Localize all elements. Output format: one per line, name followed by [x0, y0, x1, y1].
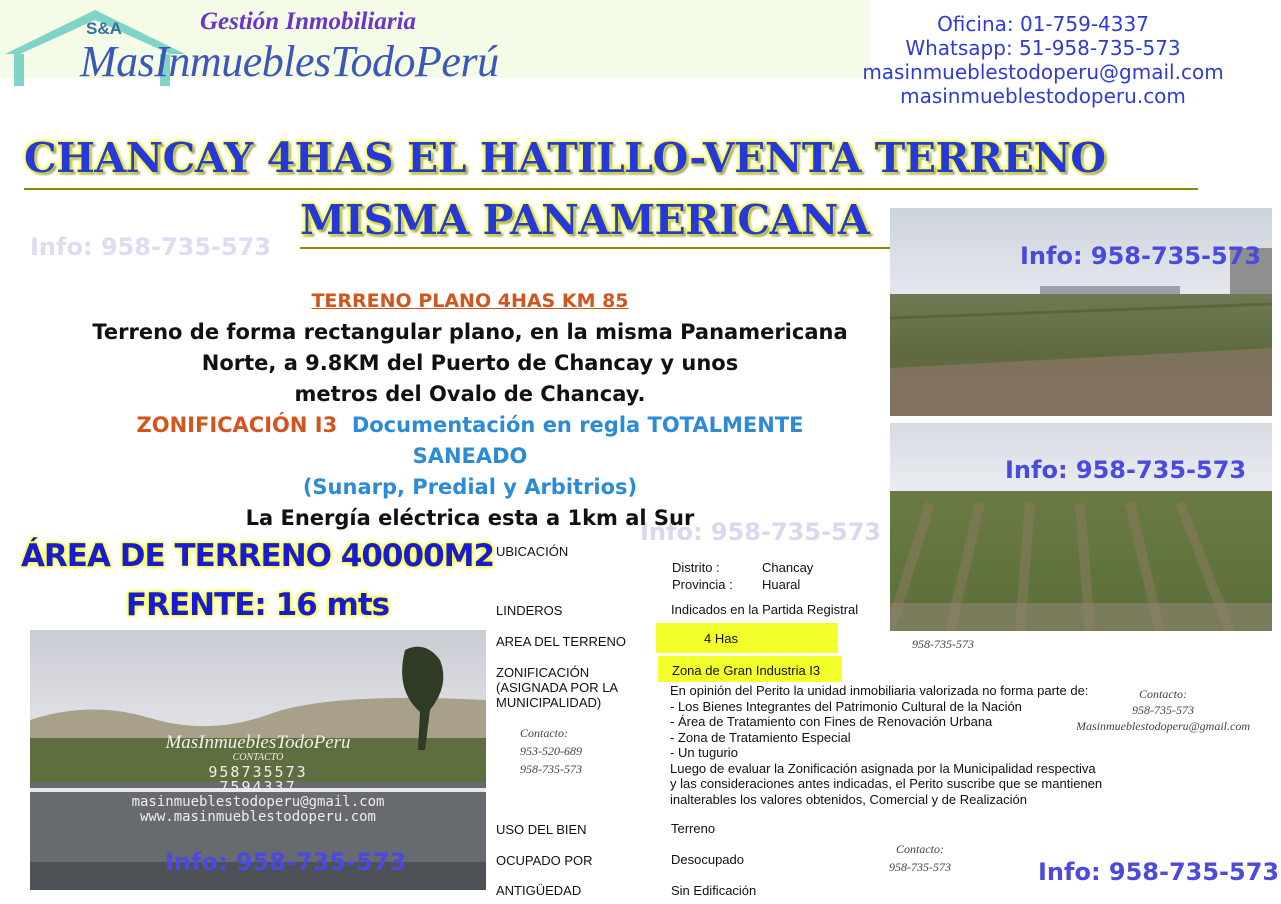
- watermark: Info: 958-735-573: [30, 233, 272, 261]
- front-text: FRENTE: 16 mts: [125, 587, 390, 623]
- value-distrito: Chancay: [762, 560, 814, 575]
- contact-office: Oficina: 01-759-4337: [937, 12, 1149, 36]
- title-line-1: CHANCAY 4HAS EL HATILLO-VENTA TERRENO: [24, 134, 1106, 182]
- contact-note-bottom: [880, 840, 960, 876]
- label-provincia: Provincia :: [672, 577, 733, 592]
- value-linderos: Indicados en la Partida Registral: [671, 602, 859, 617]
- title-divider: [24, 188, 1198, 190]
- opinion-line: - Los Bienes Integrantes del Patrimonio Cultural de la Nación: [670, 698, 1022, 714]
- zoning-docs-line: [90, 410, 850, 472]
- description-line: Norte, a 9.8KM del Puerto de Chancay y unos: [201, 351, 739, 375]
- brand-name: MasInmueblesTodoPerú: [80, 37, 499, 86]
- brand-prefix: S&A: [86, 19, 122, 38]
- photo-caption-phone: 958-735-573: [912, 637, 974, 651]
- description-heading: TERRENO PLANO 4HAS KM 85: [311, 290, 629, 312]
- label-zonificacion-2: (ASIGNADA POR LA: [496, 680, 619, 695]
- opinion-line: Luego de evaluar la Zonificación asignada por la Municipalidad respectiva: [670, 760, 1096, 776]
- area-text: ÁREA DE TERRENO 40000M2: [20, 538, 495, 574]
- opinion-text: [670, 683, 1102, 807]
- watermark: Info: 958-735-573: [1005, 456, 1247, 484]
- description: [90, 286, 850, 534]
- land-photo-1: [890, 208, 1272, 416]
- watermark: Info: 958-735-573: [1038, 858, 1280, 886]
- overlay-phone-2: 7594337: [219, 778, 297, 796]
- brand-subtitle: Gestión Inmobiliaria: [200, 8, 417, 35]
- value-zonificacion: Zona de Gran Industria I3: [658, 656, 842, 682]
- contact-note-phone: 958-735-573: [520, 762, 582, 776]
- energy-line: La Energía eléctrica esta a 1km al Sur: [245, 506, 695, 530]
- value-ocupado: Desocupado: [671, 852, 744, 867]
- label-ocupado: OCUPADO POR: [496, 853, 593, 868]
- zoning-label: ZONIFICACIÓN I3: [136, 413, 338, 437]
- description-line: metros del Ovalo de Chancay.: [294, 382, 646, 406]
- overlay-web: www.masinmueblestodoperu.com: [139, 809, 376, 825]
- label-antiguedad: ANTIGÜEDAD: [496, 883, 582, 898]
- label-area: AREA DEL TERRENO: [496, 634, 627, 649]
- docs-subtitle: (Sunarp, Predial y Arbitrios): [302, 475, 638, 499]
- label-zonificacion-1: ZONIFICACIÓN: [496, 665, 590, 680]
- label-ubicacion: UBICACIÓN: [496, 544, 569, 559]
- overlay-phone-1: 958735573: [208, 763, 308, 781]
- opinion-line: En opinión del Perito la unidad inmobiliaria valorizada no forma parte de:: [670, 683, 1089, 698]
- contact-note-right: [1058, 686, 1268, 734]
- overlay-email: masinmueblestodoperu@gmail.com: [131, 794, 385, 810]
- contact-note-email: Masinmueblestodoperu@gmail.com: [1075, 719, 1251, 733]
- label-distrito: Distrito :: [672, 560, 720, 575]
- value-uso: Terreno: [671, 821, 716, 836]
- contact-note-phone: 953-520-689: [520, 744, 582, 758]
- title-line-2: MISMA PANAMERICANA: [300, 196, 870, 244]
- contact-note-left: [520, 724, 582, 778]
- watermark: Info: 958-735-573: [165, 848, 407, 876]
- contact-website[interactable]: masinmueblestodoperu.com: [900, 84, 1186, 108]
- opinion-line: - Un tugurio: [670, 745, 738, 760]
- value-antiguedad: Sin Edificación: [671, 883, 757, 898]
- label-zonificacion: [496, 665, 618, 710]
- contact-note-label: Contacto:: [520, 726, 568, 740]
- watermark: Info: 958-735-573: [640, 518, 882, 546]
- contact-note-label: Contacto:: [1139, 687, 1187, 701]
- contact-block: [833, 12, 1253, 108]
- land-photo-2: [890, 423, 1272, 631]
- label-uso: USO DEL BIEN: [496, 822, 587, 837]
- docs-label: Documentación en regla TOTALMENTE SANEADO: [351, 413, 804, 468]
- description-line: Terreno de forma rectangular plano, en la misma Panamericana: [92, 320, 848, 344]
- overlay-brand: MasInmueblesTodoPeru: [165, 732, 351, 753]
- watermark: Info: 958-735-573: [1020, 242, 1262, 270]
- opinion-line: - Zona de Tratamiento Especial: [670, 729, 851, 745]
- opinion-line: - Área de Tratamiento con Fines de Renovación Urbana: [670, 714, 993, 729]
- title-divider-2: [300, 247, 912, 249]
- label-zonificacion-3: MUNICIPALIDAD): [496, 695, 602, 710]
- value-provincia: Huaral: [762, 577, 801, 592]
- value-area: 4 Has: [656, 623, 838, 653]
- opinion-line: y las consideraciones antes indicadas, el Perito suscribe que se mantienen: [670, 776, 1103, 791]
- contact-whatsapp: Whatsapp: 51-958-735-573: [905, 36, 1181, 60]
- overlay-contact-label: CONTACTO: [232, 752, 284, 763]
- contact-note-phone: 958-735-573: [1132, 703, 1194, 717]
- road-photo-overlay: [30, 732, 486, 825]
- label-linderos: LINDEROS: [496, 603, 563, 618]
- contact-email[interactable]: masinmueblestodoperu@gmail.com: [862, 60, 1224, 84]
- contact-note-label: Contacto:: [896, 842, 944, 856]
- contact-note-phone: 958-735-573: [889, 860, 951, 874]
- opinion-line: inalterables los valores obtenidos, Comercial y de Realización: [670, 791, 1027, 807]
